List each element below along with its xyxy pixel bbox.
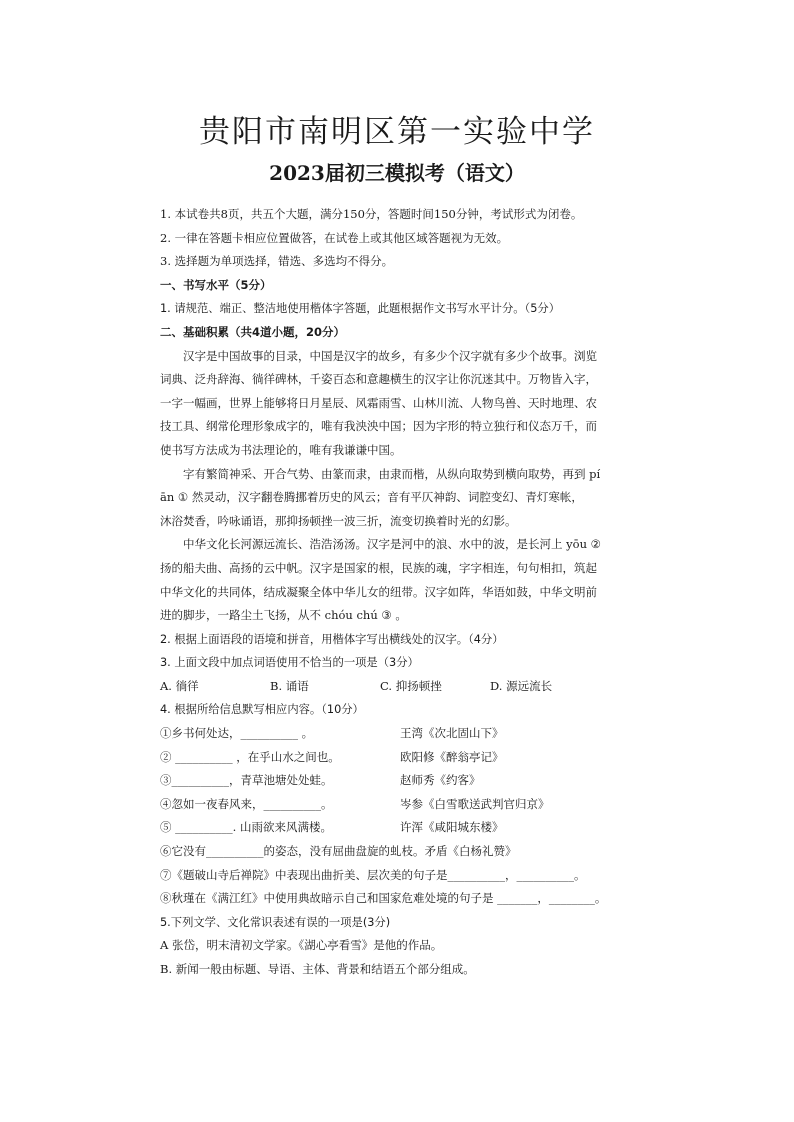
- recitation-source: 欧阳修《醉翁亭记》: [400, 749, 504, 764]
- question-3-options: [160, 675, 642, 699]
- question-3: 3. 上面文段中加点词语使用不恰当的一项是（3分）: [160, 656, 419, 670]
- passage-line: 进的脚步，一路尘土飞扬，从不 chóu chú ③ 。: [160, 608, 407, 623]
- passage-paragraph-2: [160, 463, 642, 534]
- passage-line: 扬的船夫曲、高扬的云中帆。汉字是国家的根，民族的魂，字字相连，句句相扣，筑起: [160, 560, 597, 575]
- recitation-line: ③__________，青草池塘处处蛙。: [160, 773, 333, 788]
- passage-line: 汉字是中国故事的目录，中国是汉字的故乡，有多少个汉字就有多少个故事。浏览: [183, 348, 597, 363]
- recitation-source: 赵师秀《约客》: [400, 773, 481, 788]
- instruction-3: 3. 选择题为单项选择，错选、多选均不得分。: [160, 254, 394, 269]
- passage-paragraph-1: [160, 345, 642, 463]
- option-b: B. 诵语: [270, 678, 309, 693]
- passage-line: 中华文化的共同体，结成凝聚全体中华儿女的纽带。汉字如阵，华语如鼓，中华文明前: [160, 584, 597, 599]
- recitation-item: [160, 746, 642, 770]
- recitation-item: [160, 769, 642, 793]
- option-a: A. 徜徉: [160, 678, 199, 693]
- instruction-1: 1. 本试卷共8页，共五个大题，满分150分，答题时间150分钟，考试形式为闭卷。: [160, 207, 583, 221]
- recitation-item: [160, 722, 642, 746]
- question-5-option-a: A 张岱，明末清初文学家。《湖心亭看雪》是他的作品。: [160, 938, 443, 953]
- option-d: D. 源远流长: [490, 678, 553, 693]
- question-5: 5.下列文学、文化常识表述有误的一项是(3分): [160, 915, 391, 929]
- section-1-heading: 一、书写水平（5分）: [160, 277, 272, 292]
- passage-line: 中华文化长河源远流长、浩浩汤汤。汉字是河中的浪、水中的波，是长河上 yōu ②: [183, 537, 601, 552]
- recitation-line: ④忽如一夜春风来，__________。: [160, 796, 333, 811]
- question-4: 4. 根据所给信息默写相应内容。（10分）: [160, 703, 364, 717]
- recitation-source: 岑参《白雪歌送武判官归京》: [400, 796, 550, 811]
- passage-paragraph-3: [160, 533, 642, 627]
- option-c: C. 抑扬顿挫: [380, 678, 442, 693]
- instruction-2: 2. 一律在答题卡相应位置做答，在试卷上或其他区域答题视为无效。: [160, 230, 509, 245]
- question-1: 1. 请规范、端正、整洁地使用楷体字答题，此题根据作文书写水平计分。（5分）: [160, 302, 561, 316]
- passage-line: 沐浴焚香，吟咏诵语，那抑扬顿挫一波三折，流变切换着时光的幻影。: [160, 513, 517, 528]
- question-5-option-b: B. 新闻一般由标题、导语、主体、背景和结语五个部分组成。: [160, 962, 475, 976]
- section-2-heading: 二、基础积累（共4道小题，20分）: [160, 324, 346, 339]
- exam-content: [160, 203, 642, 982]
- passage-line: 使书写方法成为书法理论的，唯有我谦谦中国。: [160, 442, 402, 457]
- question-2: 2. 根据上面语段的语境和拼音，用楷体字写出横线处的汉字。（4分）: [160, 632, 504, 646]
- school-title: 贵阳市南明区第一实验中学: [199, 114, 595, 150]
- passage-line: 字有繁简神采、开合气势、由篆而隶，由隶而楷，从纵向取势到横向取势，再到 pí: [183, 466, 601, 481]
- recitation-source: 许浑《咸阳城东楼》: [400, 820, 504, 835]
- exam-subtitle: 2023届初三模拟考（语文）: [269, 161, 525, 185]
- passage-line: 技工具、纲常伦理形象成字的，唯有我泱泱中国；因为字形的特立独行和仪态万千，而: [160, 419, 597, 434]
- recitation-long-item: ⑥它没有__________的姿态，没有屈曲盘旋的虬枝。矛盾《白杨礼赞》: [160, 844, 517, 859]
- recitation-item: [160, 793, 642, 817]
- recitation-line: ①乡书何处达，__________ 。: [160, 726, 314, 741]
- recitation-long-item: ⑦《题破山寺后禅院》中表现出曲折美、层次美的句子是__________，__________。: [160, 867, 586, 882]
- recitation-long-item: ⑧秋瑾在《满江红》中使用典故暗示自己和国家危难处境的句子是 _______，________。: [160, 891, 607, 906]
- passage-line: ān ① 然灵动，汉字翻卷腾挪着历史的风云；音有平仄神韵、词腔变幻、青灯寒帐，: [160, 490, 583, 505]
- passage-line: 词典、泛舟辞海、徜徉碑林，千姿百态和意趣横生的汉字让你沉迷其中。万物皆入字，: [160, 372, 597, 387]
- recitation-item: [160, 816, 642, 840]
- recitation-line: ⑤ __________. 山雨欲来风满楼。: [160, 820, 332, 835]
- recitation-source: 王湾《次北固山下》: [400, 726, 504, 741]
- recitation-line: ② __________ ，在乎山水之间也。: [160, 749, 340, 764]
- passage-line: 一字一幅画，世界上能够将日月星辰、风霜雨雪、山林川流、人物鸟兽、天时地理、农: [160, 395, 597, 410]
